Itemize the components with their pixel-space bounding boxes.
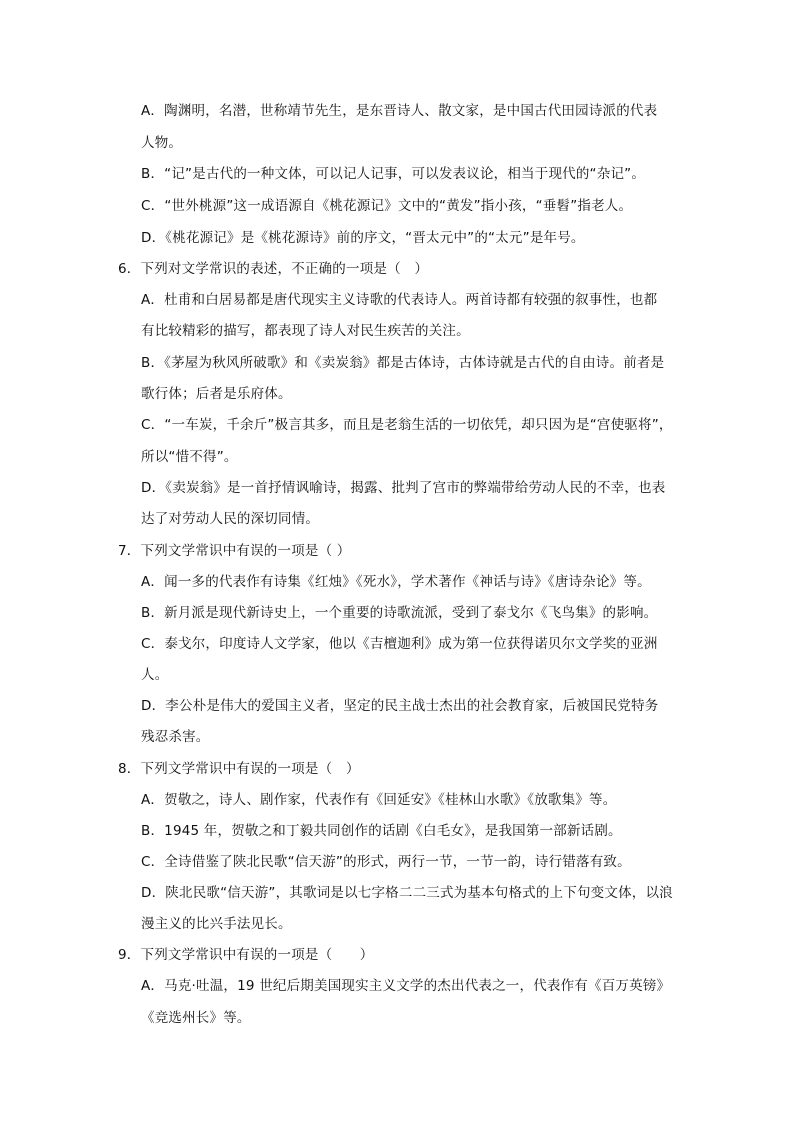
q8-option-d-cont: 漫主义的比兴手法见长。 <box>141 916 292 932</box>
q7-option-c: C．泰戈尔，印度诗人文学家，他以《吉檀迦利》成为第一位获得诺贝尔文学奖的亚洲 <box>141 636 658 652</box>
q6-option-b-cont: 歌行体；后者是乐府体。 <box>141 386 292 402</box>
q6-option-c: C．“一车炭，千余斤”极言其多，而且是老翁生活的一切依凭，却只因为是“宫使驱将”， <box>141 417 673 433</box>
q6-option-a: A．杜甫和白居易都是唐代现实主义诗歌的代表诗人。两首诗都有较强的叙事性，也都 <box>141 292 658 308</box>
q9-option-a: A．马克·吐温，19 世纪后期美国现实主义文学的杰出代表之一，代表作有《百万英镑》 <box>141 978 671 994</box>
q8-option-a: A．贺敬之，诗人、剧作家，代表作有《回延安》《桂林山水歌》《放歌集》等。 <box>141 792 617 808</box>
q6-option-b: B．《茅屋为秋风所破歌》和《卖炭翁》都是古体诗，古体诗就是古代的自由诗。前者是 <box>141 355 665 371</box>
q6-option-d: D．《卖炭翁》是一首抒情讽喻诗，揭露、批判了宫市的弊端带给劳动人民的不幸，也表 <box>141 480 666 496</box>
q8-stem: 8．下列文学常识中有误的一项是（ ） <box>118 761 360 777</box>
q7-option-b: B．新月派是现代新诗史上，一个重要的诗歌流派，受到了泰戈尔《飞鸟集》的影响。 <box>141 605 658 621</box>
q5-option-a-cont: 人物。 <box>141 135 183 151</box>
q5-option-c: C．“世外桃源”这一成语源自《桃花源记》文中的“黄发”指小孩，“垂髫”指老人。 <box>141 198 633 214</box>
q7-option-a: A．闻一多的代表作有诗集《红烛》《死水》，学术著作《神话与诗》《唐诗杂论》等。 <box>141 574 651 590</box>
q6-option-d-cont: 达了对劳动人民的深切同情。 <box>141 511 320 527</box>
q7-stem: 7．下列文学常识中有误的一项是（ ） <box>118 543 351 559</box>
q6-stem: 6．下列对文学常识的表述，不正确的一项是（ ） <box>118 261 429 277</box>
q7-option-d-cont: 残忍杀害。 <box>141 729 210 745</box>
q8-option-d: D．陕北民歌“信天游”，其歌词是以七字格二二三式为基本句格式的上下句变文体，以浪 <box>141 885 673 901</box>
q7-option-c-cont: 人。 <box>141 667 169 683</box>
q8-option-b: B．1945 年，贺敬之和丁毅共同创作的话剧《白毛女》，是我国第一部新话剧。 <box>141 823 622 839</box>
q9-option-a-cont: 《竞选州长》等。 <box>141 1010 251 1026</box>
q9-stem: 9．下列文学常识中有误的一项是（ ） <box>118 947 374 963</box>
q6-option-c-cont: 所以“惜不得”。 <box>141 449 238 465</box>
q5-option-b: B．“记”是古代的一种文体，可以记人记事，可以发表议论，相当于现代的“杂记”。 <box>141 166 646 182</box>
q5-option-a: A．陶渊明，名潜，世称靖节先生，是东晋诗人、散文家，是中国古代田园诗派的代表 <box>141 103 658 119</box>
q8-option-c: C．全诗借鉴了陕北民歌“信天游”的形式，两行一节，一节一韵，诗行错落有致。 <box>141 854 631 870</box>
q6-option-a-cont: 有比较精彩的描写，都表现了诗人对民生疾苦的关注。 <box>141 323 470 339</box>
q5-option-d: D．《桃花源记》是《桃花源诗》前的序文，“晋太元中”的“太元”是年号。 <box>141 230 585 246</box>
q7-option-d: D．李公朴是伟大的爱国主义者，坚定的民主战士杰出的社会教育家，后被国民党特务 <box>141 698 659 714</box>
